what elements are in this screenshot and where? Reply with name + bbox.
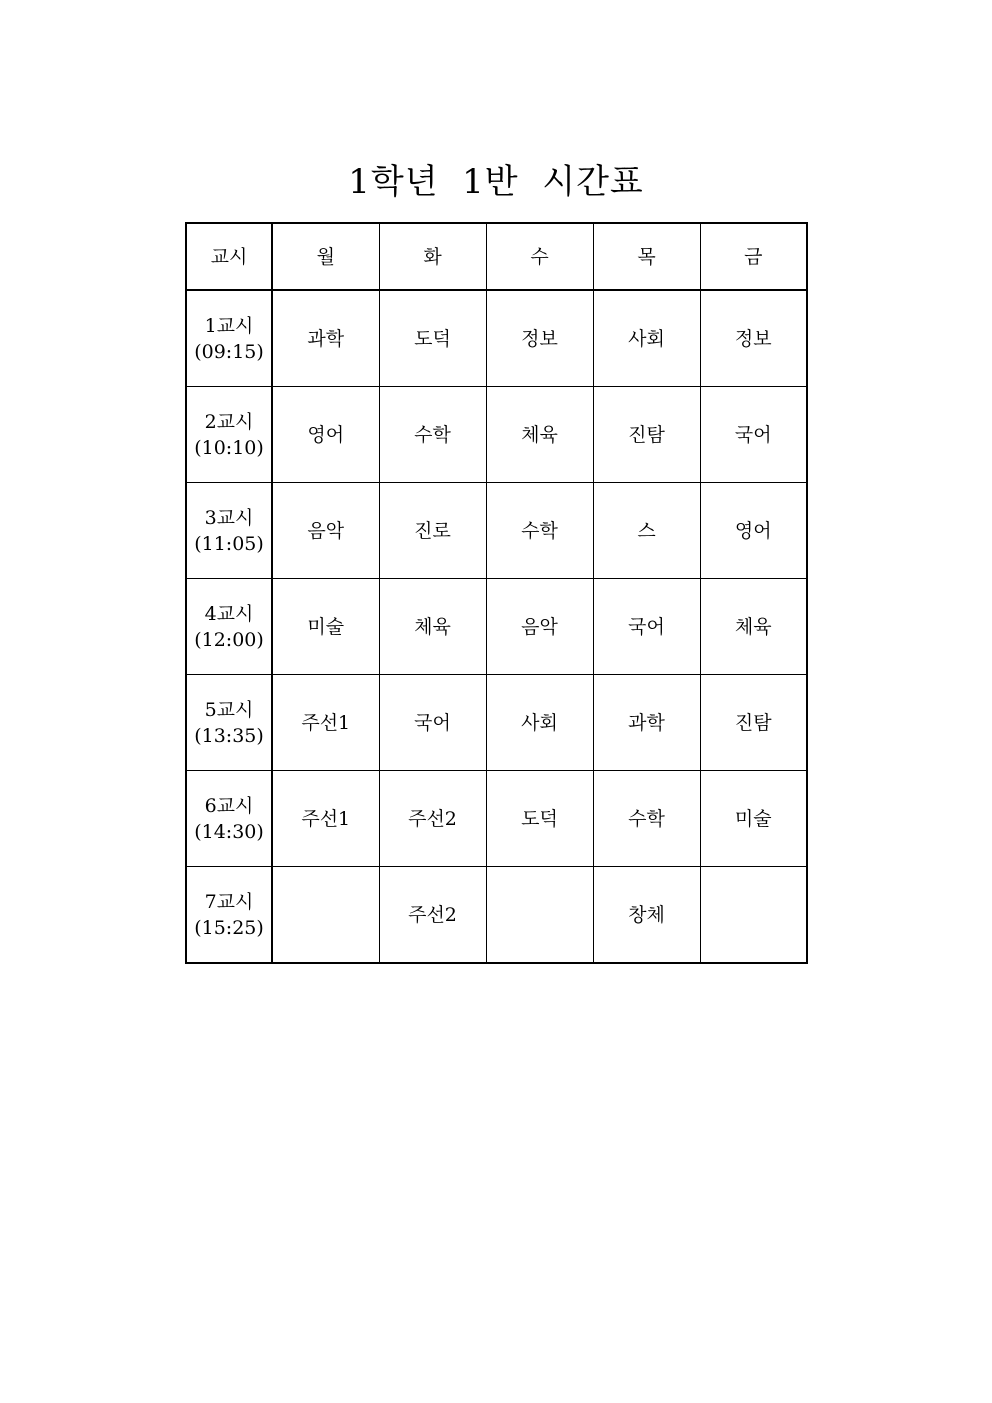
subject-cell: 미술 (700, 771, 807, 867)
period-label: 3교시 (204, 506, 254, 529)
period-row (186, 290, 807, 387)
subject-cell: 사회 (486, 675, 593, 771)
page-title: 1학년 1반 시간표 (348, 162, 644, 202)
header-day-fri: 금 (700, 223, 807, 290)
period-label: 2교시 (204, 410, 254, 433)
subject-cell: 영어 (700, 483, 807, 579)
subject-cell: 창체 (593, 867, 700, 964)
subject-cell: 과학 (272, 290, 379, 387)
subject-cell: 체육 (486, 387, 593, 483)
period-label: 7교시 (204, 890, 254, 913)
period-time: (11:05) (194, 532, 264, 555)
period-time: (13:35) (194, 724, 264, 747)
subject-cell: 음악 (486, 579, 593, 675)
subject-cell (486, 867, 593, 964)
header-day-thu: 목 (593, 223, 700, 290)
subject-cell: 미술 (272, 579, 379, 675)
period-label: 4교시 (204, 602, 254, 625)
subject-cell (272, 867, 379, 964)
period-time: (10:10) (194, 436, 264, 459)
subject-cell: 주선1 (272, 771, 379, 867)
period-row (186, 771, 807, 867)
period-cell (186, 675, 272, 771)
subject-cell: 과학 (593, 675, 700, 771)
period-cell (186, 483, 272, 579)
subject-cell: 영어 (272, 387, 379, 483)
timetable (185, 222, 808, 964)
subject-cell: 주선1 (272, 675, 379, 771)
subject-cell: 진탐 (593, 387, 700, 483)
subject-cell: 수학 (486, 483, 593, 579)
period-row (186, 579, 807, 675)
subject-cell: 수학 (379, 387, 486, 483)
subject-cell: 도덕 (486, 771, 593, 867)
subject-cell: 체육 (700, 579, 807, 675)
period-row (186, 387, 807, 483)
header-day-mon: 월 (272, 223, 379, 290)
subject-cell: 사회 (593, 290, 700, 387)
subject-cell: 주선2 (379, 771, 486, 867)
period-label: 1교시 (204, 314, 254, 337)
period-cell (186, 387, 272, 483)
subject-cell: 정보 (700, 290, 807, 387)
subject-cell: 정보 (486, 290, 593, 387)
subject-cell: 국어 (700, 387, 807, 483)
period-cell (186, 771, 272, 867)
period-label: 6교시 (204, 794, 254, 817)
subject-cell: 음악 (272, 483, 379, 579)
header-day-tue: 화 (379, 223, 486, 290)
period-cell (186, 579, 272, 675)
subject-cell: 주선2 (379, 867, 486, 964)
subject-cell: 국어 (379, 675, 486, 771)
subject-cell (700, 867, 807, 964)
header-row (186, 223, 807, 290)
subject-cell: 체육 (379, 579, 486, 675)
subject-cell: 진로 (379, 483, 486, 579)
subject-cell: 국어 (593, 579, 700, 675)
subject-cell: 진탐 (700, 675, 807, 771)
subject-cell: 수학 (593, 771, 700, 867)
period-row (186, 867, 807, 964)
header-day-wed: 수 (486, 223, 593, 290)
period-cell (186, 867, 272, 964)
period-row (186, 675, 807, 771)
period-time: (09:15) (194, 340, 264, 363)
period-time: (15:25) (194, 916, 264, 939)
timetable-body (186, 223, 807, 963)
subject-cell: 스 (593, 483, 700, 579)
period-cell (186, 290, 272, 387)
period-label: 5교시 (204, 698, 254, 721)
subject-cell: 도덕 (379, 290, 486, 387)
header-period: 교시 (186, 223, 272, 290)
period-row (186, 483, 807, 579)
period-time: (12:00) (194, 628, 264, 651)
period-time: (14:30) (194, 820, 264, 843)
